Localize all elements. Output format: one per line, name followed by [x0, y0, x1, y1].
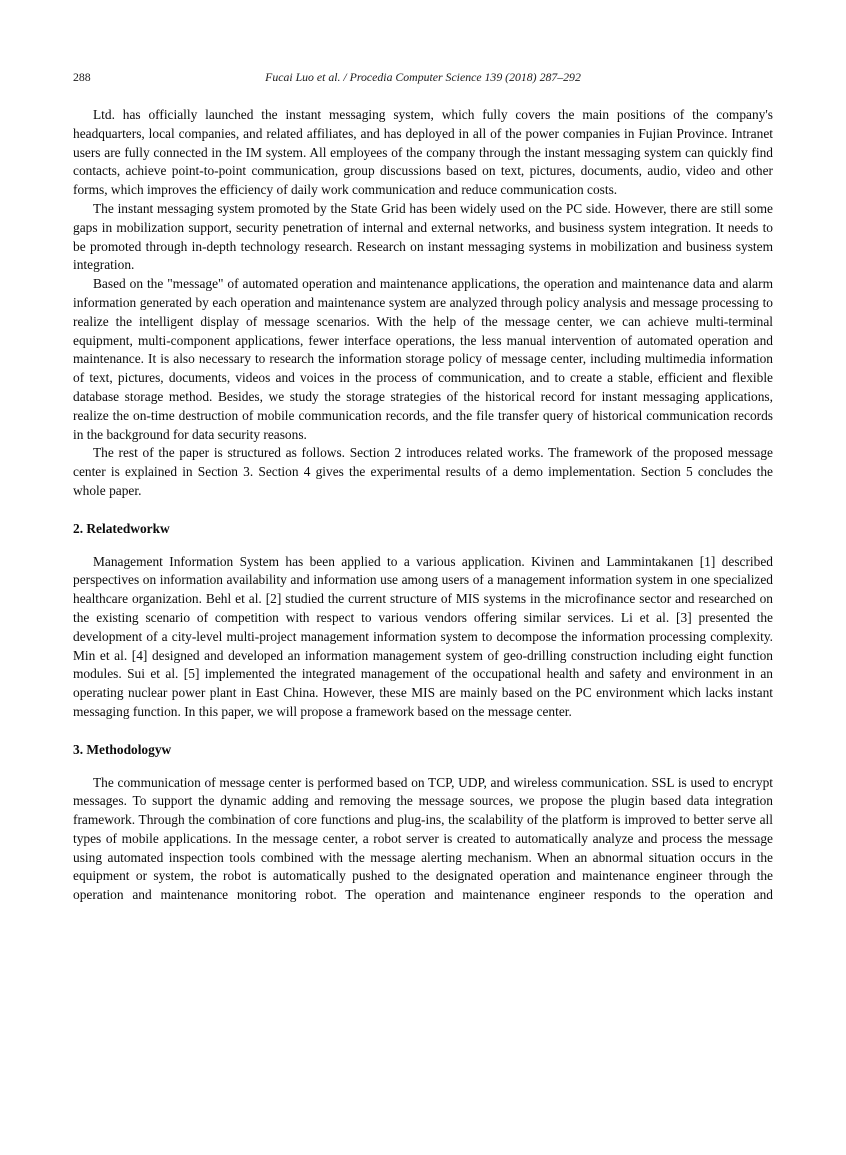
paragraph: Based on the "message" of automated operation and maintenance applications, the operation and maintenance data and alarm information generated by each operation and maintenance system are analyzed through policy analysis and message processing to realize the intelligent display of message scenarios. With the help of the message center, we can achieve multi-terminal equipment, multi-component applications, fewer interface operations, the less manual intervention of automated operation and maintenance. It is also necessary to research the information storage policy of message center, including multimedia information of text, pictures, documents, videos and voices in the process of communication, and to create a stable, efficient and flexible database storage method. Besides, we study the storage strategies of the historical record for instant messaging applications, realize the on-time destruction of mobile communication records, and the file transfer query of historical communication records in the background for data security reasons. [73, 276, 773, 442]
paragraph: Management Information System has been applied to a various application. Kivinen and Lammintakanen [1] described perspectives on information availability and information use among users of a management information system in one specialized healthcare organization. Behl et al. [2] studied the current structure of MIS systems in the microfinance sector and researched on the existing scenario of competition with respect to various vendors offering similar services. Li et al. [3] presented the development of a city-level multi-project management information system to decompose the information processing complexity. Min et al. [4] designed and developed an information management system of geo-drilling construction including eight function modules. Sui et al. [5] implemented the integrated management of the occupational health and safety and environment in an operating nuclear power plant in East China. However, these MIS are mainly based on the PC environment which lacks instant messaging function. In this paper, we will propose a framework based on the message center. [73, 553, 773, 719]
paragraph: The instant messaging system promoted by the State Grid has been widely used on the PC side. However, there are still some gaps in mobilization support, security penetration of internal and external networks, and business system integration. It needs to be promoted through in-depth technology research. Research on instant messaging systems in mobilization and business system integration. [73, 200, 773, 273]
page-header [73, 70, 773, 85]
running-title: Fucai Luo et al. / Procedia Computer Science 139 (2018) 287–292 [265, 70, 581, 84]
page-number: 288 [73, 70, 91, 84]
section-3-heading: 3. Methodologyw [73, 741, 172, 757]
paragraph: The communication of message center is performed based on TCP, UDP, and wireless communication. SSL is used to encrypt messages. To support the dynamic adding and removing the message sources, we propose the plugin based data integration framework. Through the combination of core functions and plug-ins, the scalability of the platform is improved to better serve all types of mobile applications. In the message center, a robot server is created to automatically analyze and process the message using automated inspection tools combined with the message alerting mechanism. When an abnormal situation occurs in the equipment or system, the robot is automatically pushed to the designated operation and maintenance engineer through the operation and maintenance monitoring robot. The operation and maintenance engineer responds to the operation and [73, 774, 773, 903]
paragraph: Ltd. has officially launched the instant messaging system, which fully covers the main positions of the company's headquarters, local companies, and related affiliates, and has deployed in all of the power companies in Fujian Province. Intranet users are fully connected in the IM system. All employees of the company through the instant messaging system can quickly find contacts, achieve point-to-point communication, group discussions based on text, pictures, documents, audio, video and other forms, which improves the efficiency of daily work communication and reduce communication costs. [73, 107, 773, 198]
section-2-heading: 2. Relatedworkw [73, 520, 170, 536]
paragraph: The rest of the paper is structured as follows. Section 2 introduces related works. The framework of the proposed message center is explained in Section 3. Section 4 gives the experimental results of a demo implementation. Section 5 concludes the whole paper. [73, 445, 773, 498]
page-body [73, 106, 773, 905]
